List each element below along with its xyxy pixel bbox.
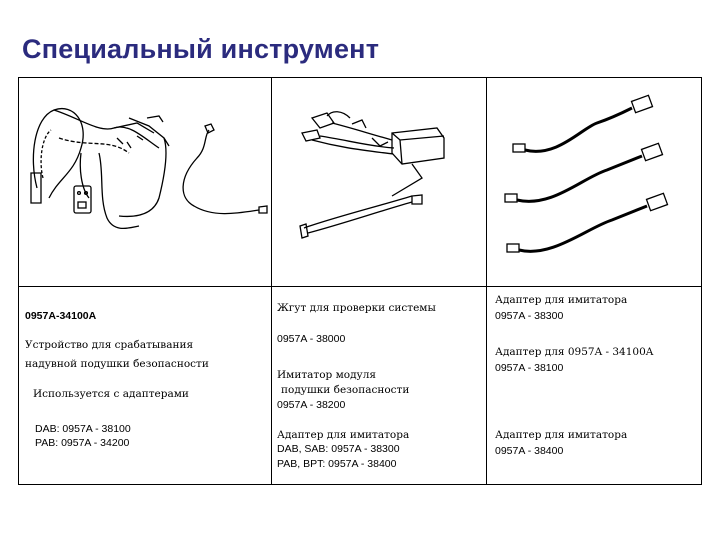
pab-adapter-code: PAB: 0957A - 34200 xyxy=(35,437,130,449)
adapter-2-name: Адаптер для 0957A - 34100A xyxy=(495,346,654,358)
harness-name: Жгут для проверки системы xyxy=(277,302,436,314)
adapter-code-pab-bpt: PAB, BPT: 0957A - 38400 xyxy=(277,458,397,470)
adapter-2-code: 0957A - 38100 xyxy=(495,362,564,374)
simulator-name-line-2: подушки безопасности xyxy=(281,384,410,396)
dab-adapter-code: DAB: 0957A - 38100 xyxy=(35,423,131,435)
tool-table xyxy=(18,77,702,485)
adapter-1-code: 0957A - 38300 xyxy=(495,310,564,322)
deployment-tool-image xyxy=(19,78,271,286)
column-3-text xyxy=(487,287,703,485)
adapter-3-code: 0957A - 38400 xyxy=(495,445,564,457)
adapter-cables-image xyxy=(487,78,703,286)
adapter-3-name: Адаптер для имитатора xyxy=(495,429,628,441)
tool-code: 0957A-34100A xyxy=(25,310,97,322)
page-title: Специальный инструмент xyxy=(22,34,380,64)
tool-name-line-1: Устройство для срабатывания xyxy=(25,339,194,351)
harness-simulator-image xyxy=(272,78,486,286)
simulator-name-line-1: Имитатор модуля xyxy=(277,369,377,381)
adapter-code-dab-sab: DAB, SAB: 0957A - 38300 xyxy=(277,443,400,455)
harness-code: 0957A - 38000 xyxy=(277,333,346,345)
used-with-label: Используется с адаптерами xyxy=(33,388,189,400)
adapter-name: Адаптер для имитатора xyxy=(277,429,410,441)
column-2-text xyxy=(272,287,486,485)
column-1-text xyxy=(19,287,271,485)
tool-name-line-2: надувной подушки безопасности xyxy=(25,358,209,370)
simulator-code: 0957A - 38200 xyxy=(277,399,346,411)
adapter-1-name: Адаптер для имитатора xyxy=(495,294,628,306)
